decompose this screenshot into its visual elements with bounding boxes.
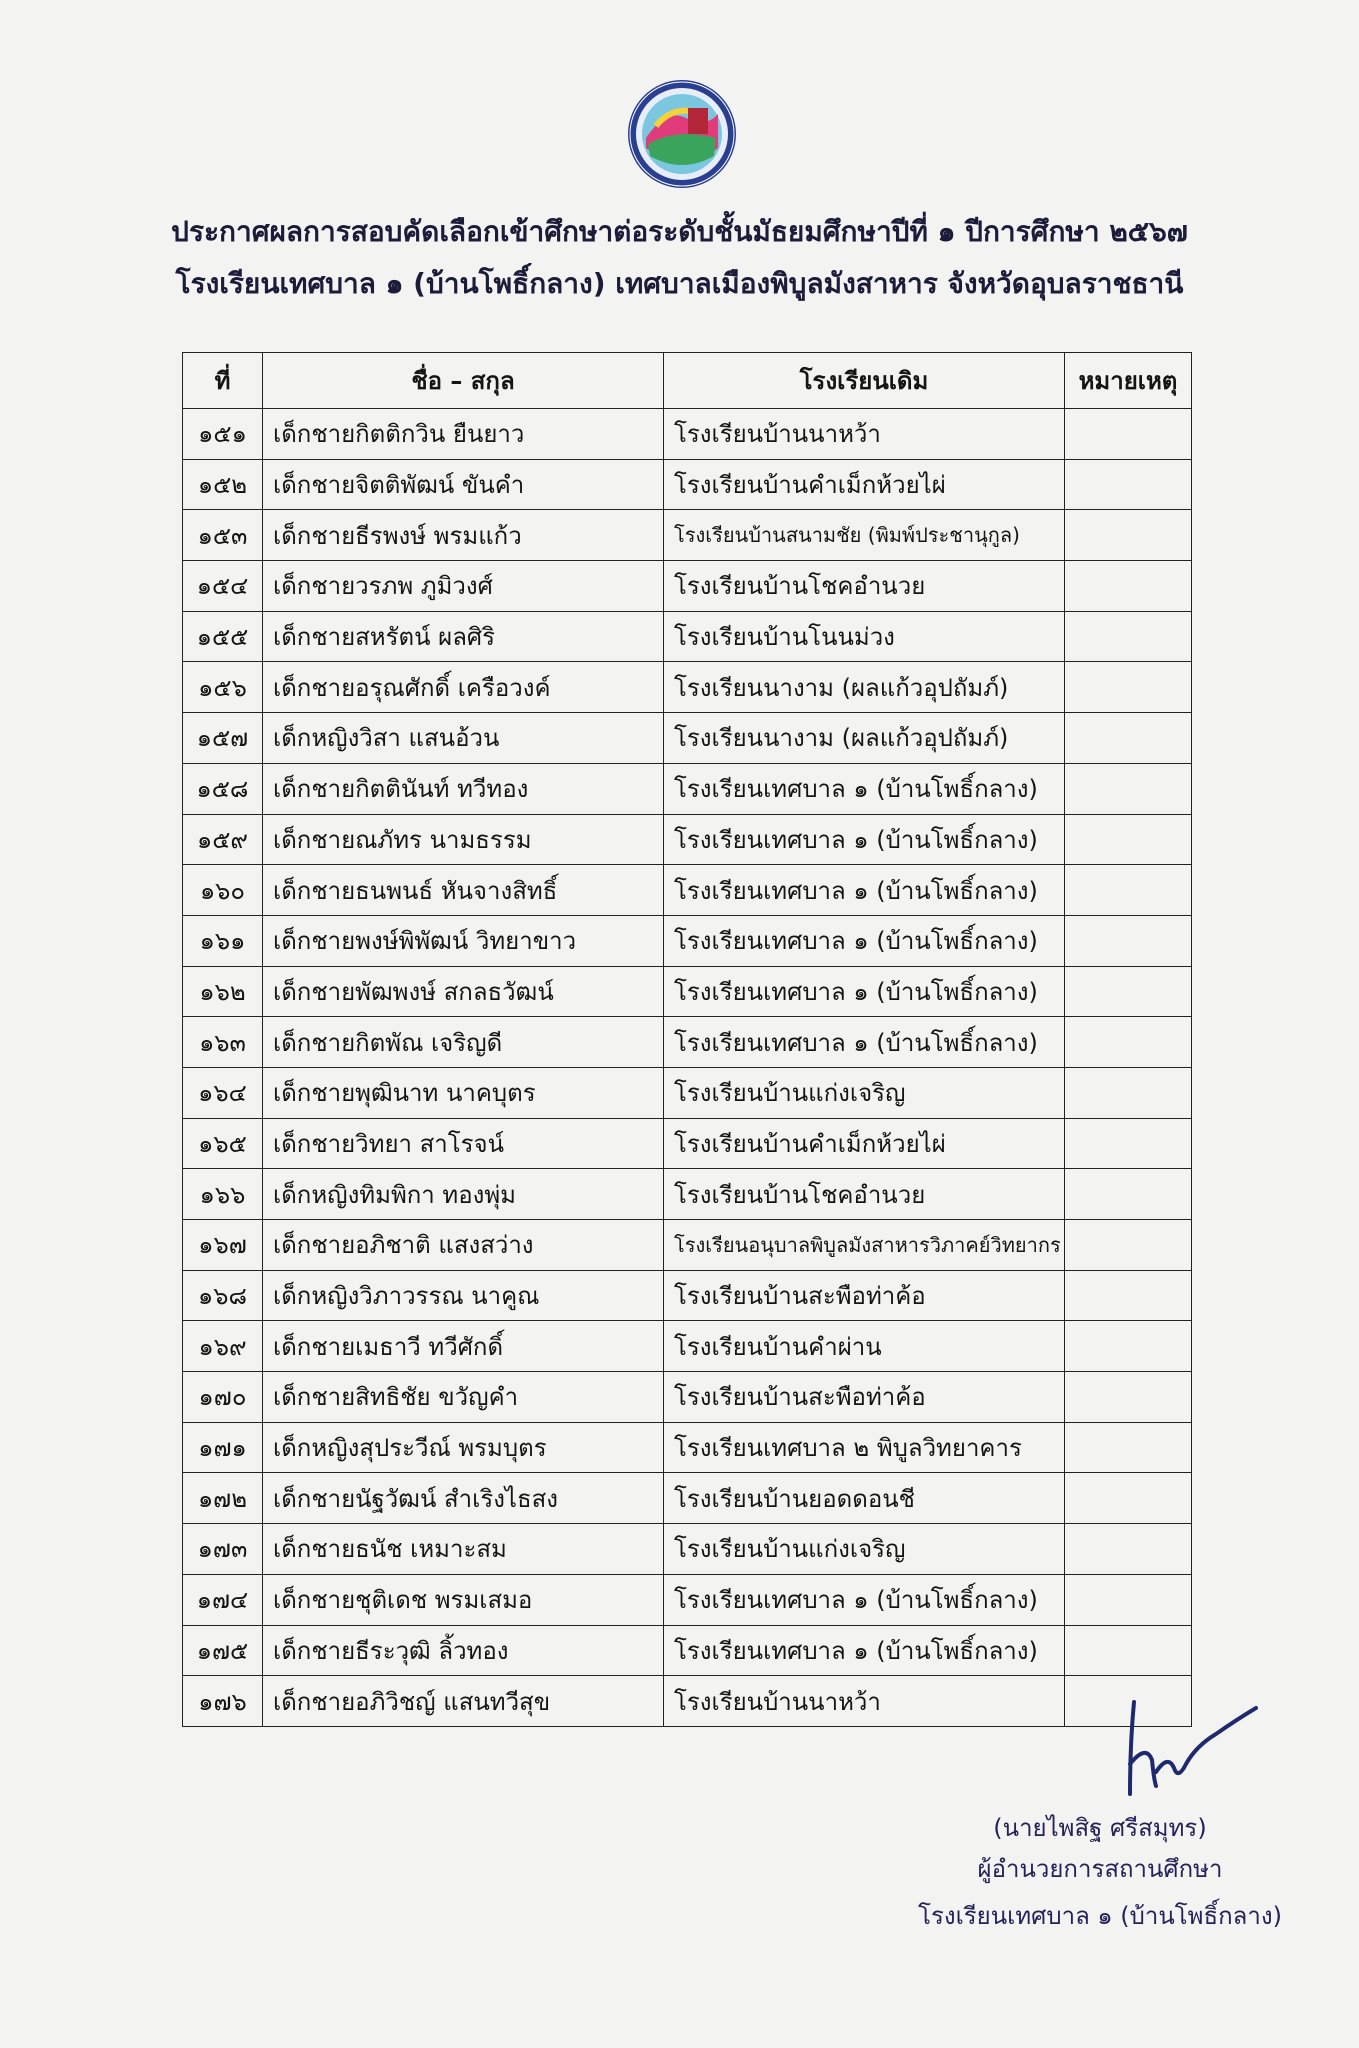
remarks	[1065, 510, 1192, 561]
remarks	[1065, 865, 1192, 916]
student-name: เด็กชายอภิวิชญ์ แสนทวีสุข	[263, 1676, 664, 1727]
row-number: ๑๖๑	[183, 915, 263, 966]
student-name: เด็กชายจิตติพัฒน์ ขันคำ	[263, 459, 664, 510]
remarks	[1065, 1625, 1192, 1676]
row-number: ๑๕๖	[183, 662, 263, 713]
student-name: เด็กหญิงวิสา แสนอ้วน	[263, 713, 664, 764]
student-name: เด็กหญิงวิภาวรรณ นาคูณ	[263, 1270, 664, 1321]
remarks	[1065, 409, 1192, 460]
table-row	[183, 763, 1192, 814]
table-row	[183, 1270, 1192, 1321]
table-row	[183, 1017, 1192, 1068]
previous-school: โรงเรียนบ้านนาหว้า	[664, 1676, 1065, 1727]
row-number: ๑๗๐	[183, 1372, 263, 1423]
row-number: ๑๖๖	[183, 1169, 263, 1220]
table-row	[183, 459, 1192, 510]
remarks	[1065, 1422, 1192, 1473]
table-header-row	[183, 353, 1192, 409]
row-number: ๑๗๕	[183, 1625, 263, 1676]
signatory-position: ผู้อำนวยการสถานศึกษา	[977, 1855, 1223, 1883]
row-number: ๑๗๑	[183, 1422, 263, 1473]
student-name: เด็กชายธนัช เหมาะสม	[263, 1524, 664, 1575]
remarks	[1065, 915, 1192, 966]
student-name: เด็กชายสิทธิชัย ขวัญคำ	[263, 1372, 664, 1423]
previous-school: โรงเรียนบ้านคำเม็กห้วยไผ่	[664, 1118, 1065, 1169]
table-row	[183, 510, 1192, 561]
signatory-school: โรงเรียนเทศบาล ๑ (บ้านโพธิ์กลาง)	[918, 1902, 1282, 1930]
previous-school: โรงเรียนเทศบาล ๑ (บ้านโพธิ์กลาง)	[664, 763, 1065, 814]
student-name: เด็กชายเมธาวี ทวีศักดิ์	[263, 1321, 664, 1372]
table-row	[183, 1524, 1192, 1575]
student-name: เด็กชายวิทยา สาโรจน์	[263, 1118, 664, 1169]
row-number: ๑๗๖	[183, 1676, 263, 1727]
row-number: ๑๕๔	[183, 561, 263, 612]
table-row	[183, 561, 1192, 612]
student-name: เด็กชายกิตตินันท์ ทวีทอง	[263, 763, 664, 814]
table-row	[183, 662, 1192, 713]
row-number: ๑๗๓	[183, 1524, 263, 1575]
remarks	[1065, 1372, 1192, 1423]
row-number: ๑๗๒	[183, 1473, 263, 1524]
remarks	[1065, 1067, 1192, 1118]
previous-school: โรงเรียนบ้านสะพือท่าค้อ	[664, 1270, 1065, 1321]
previous-school: โรงเรียนเทศบาล ๑ (บ้านโพธิ์กลาง)	[664, 966, 1065, 1017]
remarks	[1065, 713, 1192, 764]
previous-school: โรงเรียนบ้านคำเม็กห้วยไผ่	[664, 459, 1065, 510]
table-row	[183, 611, 1192, 662]
row-number: ๑๖๘	[183, 1270, 263, 1321]
remarks	[1065, 1524, 1192, 1575]
student-name: เด็กชายชุติเดช พรมเสมอ	[263, 1574, 664, 1625]
row-number: ๑๗๔	[183, 1574, 263, 1625]
student-name: เด็กชายกิตพัณ เจริญดี	[263, 1017, 664, 1068]
table-row	[183, 966, 1192, 1017]
student-name: เด็กชายพัฒพงษ์ สกลธวัฒน์	[263, 966, 664, 1017]
table-row	[183, 1676, 1192, 1727]
previous-school: โรงเรียนเทศบาล ๒ พิบูลวิทยาคาร	[664, 1422, 1065, 1473]
table-row	[183, 1473, 1192, 1524]
student-name: เด็กชายสหรัตน์ ผลศิริ	[263, 611, 664, 662]
column-header-previous-school: โรงเรียนเดิม	[664, 353, 1065, 409]
previous-school: โรงเรียนบ้านนาหว้า	[664, 409, 1065, 460]
remarks	[1065, 1017, 1192, 1068]
row-number: ๑๖๙	[183, 1321, 263, 1372]
row-number: ๑๕๘	[183, 763, 263, 814]
student-name: เด็กหญิงทิมพิกา ทองพุ่ม	[263, 1169, 664, 1220]
table-row	[183, 915, 1192, 966]
student-list-table	[182, 352, 1192, 1727]
student-name: เด็กชายณภัทร นามธรรม	[263, 814, 664, 865]
table-row	[183, 1118, 1192, 1169]
remarks	[1065, 1169, 1192, 1220]
signatory-name: (นายไพสิฐ ศรีสมุทร)	[993, 1814, 1207, 1842]
row-number: ๑๖๒	[183, 966, 263, 1017]
row-number: ๑๖๐	[183, 865, 263, 916]
row-number: ๑๕๑	[183, 409, 263, 460]
school-seal-logo	[626, 78, 738, 190]
row-number: ๑๕๙	[183, 814, 263, 865]
previous-school: โรงเรียนบ้านแก่งเจริญ	[664, 1524, 1065, 1575]
table-row	[183, 1169, 1192, 1220]
student-name: เด็กชายอภิชาติ แสงสว่าง	[263, 1220, 664, 1271]
student-name: เด็กหญิงสุประวีณ์ พรมบุตร	[263, 1422, 664, 1473]
remarks	[1065, 763, 1192, 814]
previous-school: โรงเรียนอนุบาลพิบูลมังสาหารวิภาคย์วิทยากร	[664, 1220, 1065, 1271]
row-number: ๑๖๓	[183, 1017, 263, 1068]
table-row	[183, 1220, 1192, 1271]
table-row	[183, 865, 1192, 916]
previous-school: โรงเรียนบ้านยอดดอนชี	[664, 1473, 1065, 1524]
remarks	[1065, 662, 1192, 713]
remarks	[1065, 611, 1192, 662]
table-row	[183, 1422, 1192, 1473]
previous-school: โรงเรียนเทศบาล ๑ (บ้านโพธิ์กลาง)	[664, 865, 1065, 916]
table-row	[183, 409, 1192, 460]
previous-school: โรงเรียนบ้านโนนม่วง	[664, 611, 1065, 662]
previous-school: โรงเรียนบ้านคำผ่าน	[664, 1321, 1065, 1372]
student-name: เด็กชายอรุณศักดิ์ เครือวงค์	[263, 662, 664, 713]
table-row	[183, 814, 1192, 865]
previous-school: โรงเรียนบ้านโชคอำนวย	[664, 1169, 1065, 1220]
table-row	[183, 1067, 1192, 1118]
student-name: เด็กชายธนพนธ์ หันจางสิทธิ์	[263, 865, 664, 916]
student-name: เด็กชายนัฐวัฒน์ สำเริงไธสง	[263, 1473, 664, 1524]
column-header-remarks: หมายเหตุ	[1065, 353, 1192, 409]
school-subtitle: โรงเรียนเทศบาล ๑ (บ้านโพธิ์กลาง) เทศบาลเมืองพิบูลมังสาหาร จังหวัดอุบลราชธานี	[175, 267, 1184, 300]
remarks	[1065, 966, 1192, 1017]
student-name: เด็กชายกิตติกวิน ยืนยาว	[263, 409, 664, 460]
previous-school: โรงเรียนเทศบาล ๑ (บ้านโพธิ์กลาง)	[664, 1625, 1065, 1676]
row-number: ๑๖๗	[183, 1220, 263, 1271]
previous-school: โรงเรียนเทศบาล ๑ (บ้านโพธิ์กลาง)	[664, 915, 1065, 966]
table-row	[183, 1574, 1192, 1625]
announcement-title: ประกาศผลการสอบคัดเลือกเข้าศึกษาต่อระดับชั้นมัธยมศึกษาปีที่ ๑ ปีการศึกษา ๒๕๖๗	[171, 215, 1188, 248]
student-name: เด็กชายพงษ์พิพัฒน์ วิทยาขาว	[263, 915, 664, 966]
remarks	[1065, 1574, 1192, 1625]
row-number: ๑๕๒	[183, 459, 263, 510]
remarks	[1065, 814, 1192, 865]
previous-school: โรงเรียนบ้านแก่งเจริญ	[664, 1067, 1065, 1118]
table-row	[183, 1625, 1192, 1676]
remarks	[1065, 1321, 1192, 1372]
row-number: ๑๖๔	[183, 1067, 263, 1118]
student-name: เด็กชายธีรพงษ์ พรมแก้ว	[263, 510, 664, 561]
row-number: ๑๕๗	[183, 713, 263, 764]
column-header-number: ที่	[183, 353, 263, 409]
previous-school: โรงเรียนเทศบาล ๑ (บ้านโพธิ์กลาง)	[664, 1017, 1065, 1068]
remarks	[1065, 1473, 1192, 1524]
table-row	[183, 1372, 1192, 1423]
remarks	[1065, 1270, 1192, 1321]
student-name: เด็กชายธีระวุฒิ ลิ้วทอง	[263, 1625, 664, 1676]
table-row	[183, 1321, 1192, 1372]
remarks	[1065, 1118, 1192, 1169]
previous-school: โรงเรียนเทศบาล ๑ (บ้านโพธิ์กลาง)	[664, 1574, 1065, 1625]
previous-school: โรงเรียนบ้านสนามชัย (พิมพ์ประชานุกูล)	[664, 510, 1065, 561]
remarks	[1065, 459, 1192, 510]
row-number: ๑๕๓	[183, 510, 263, 561]
row-number: ๑๖๕	[183, 1118, 263, 1169]
column-header-name: ชื่อ – สกุล	[263, 353, 664, 409]
previous-school: โรงเรียนบ้านโชคอำนวย	[664, 561, 1065, 612]
previous-school: โรงเรียนเทศบาล ๑ (บ้านโพธิ์กลาง)	[664, 814, 1065, 865]
student-name: เด็กชายพุฒินาท นาคบุตร	[263, 1067, 664, 1118]
remarks	[1065, 561, 1192, 612]
student-name: เด็กชายวรภพ ภูมิวงศ์	[263, 561, 664, 612]
handwritten-signature	[1116, 1694, 1266, 1804]
previous-school: โรงเรียนนางาม (ผลแก้วอุปถัมภ์)	[664, 713, 1065, 764]
previous-school: โรงเรียนบ้านสะพือท่าค้อ	[664, 1372, 1065, 1423]
table-row	[183, 713, 1192, 764]
row-number: ๑๕๕	[183, 611, 263, 662]
remarks	[1065, 1220, 1192, 1271]
previous-school: โรงเรียนนางาม (ผลแก้วอุปถัมภ์)	[664, 662, 1065, 713]
